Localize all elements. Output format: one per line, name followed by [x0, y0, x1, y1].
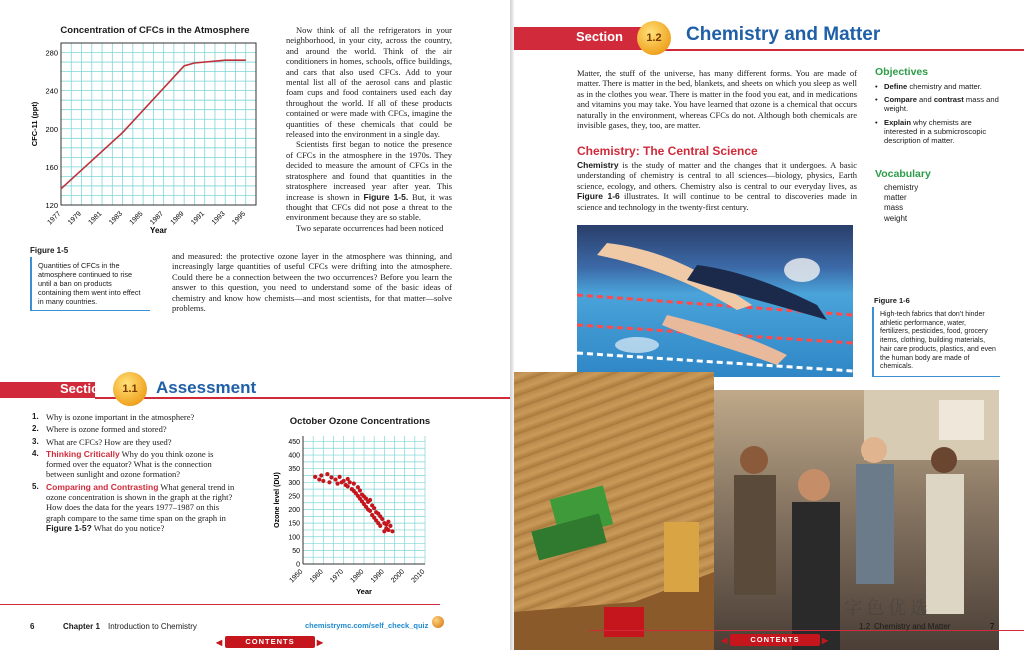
body-paragraph-2-text: Scientists first began to notice the presence of CFCs in the atmosphere in the 1970s. They decided to measure the amount of CFCs in the stratosphere and found that quantities in the stratosphere increased year after year. This increase is shown in	[286, 139, 452, 202]
question-text: Why do you think ozone is formed over the equator? What is the connection between sunlight and ozone formation?	[46, 448, 214, 480]
assessment-section-word: Section	[60, 381, 107, 396]
body-paragraph-1: Now think of all the refrigerators in your neighborhood, in your city, across the country, and around the world. Think of the air conditioners in homes, schools, office buildings, and cars that also used CFCs. Add to your mental list all of the aerosol cans and plastic foam cups and food containers used each day throughout the world. If all of these products contained or were made with CFCs, imagine the quantities of these chemicals that could be released into the environment in a single day.	[286, 25, 452, 140]
x-tick-label: 1979	[66, 210, 83, 227]
x-tick-label: 1989	[169, 210, 186, 227]
central-science-text: is the study of matter and the changes that it undergoes. A basic understanding of chemistry is central to all sciences—biology, physics, Earth science, ecology, and others. Chemistry also is central to our everyday lives, as	[577, 160, 857, 191]
ozone-data-point	[390, 529, 394, 533]
x-tick-label: 1987	[149, 210, 166, 227]
ozone-data-point	[346, 484, 350, 488]
y-tick-label: 50	[292, 547, 300, 555]
figure-1-6-caption: High-tech fabrics that don’t hinder athletic performance, water, fertilizers, pesticides, food, grocery items, clothing, building materials, hair care products, plastics, and even the human body are made of chemicals.	[872, 307, 1000, 377]
ozone-chart-title: October Ozone Concentrations	[289, 416, 431, 427]
grain-trailer	[664, 522, 699, 592]
y-tick-label: 240	[45, 86, 58, 96]
harvester-illustration	[514, 372, 714, 650]
left-page-number: 6	[30, 622, 35, 631]
self-check-quiz-link[interactable]: chemistrymc.com/self_check_quiz	[305, 621, 429, 630]
watermark-text: 字色优选	[844, 598, 932, 619]
y-tick-label: 160	[45, 162, 58, 172]
central-science-paragraph	[577, 160, 857, 212]
y-tick-label: 100	[288, 534, 300, 542]
objective-verb: Compare	[884, 95, 917, 105]
chapter-label: Chapter 1	[63, 622, 100, 631]
objectives-list	[875, 82, 1000, 149]
contents-button-left[interactable]	[216, 636, 324, 648]
question-5	[32, 482, 237, 533]
assessment-title: Assessment	[156, 378, 257, 397]
cfc-chart-title: Concentration of CFCs in the Atmosphere	[60, 25, 250, 36]
objective-text: and	[916, 95, 934, 105]
right-footer-rule	[589, 630, 1024, 631]
y-tick-label: 200	[45, 124, 58, 134]
y-tick-label: 200	[288, 507, 300, 515]
figure-1-5-label: Figure 1-5	[30, 246, 69, 255]
objective-item	[875, 82, 1000, 91]
x-tick-label: 1977	[46, 210, 63, 227]
objective-verb: Explain	[884, 117, 912, 127]
x-tick-label: 1985	[128, 210, 145, 227]
harvester-photo	[514, 372, 714, 650]
y-axis-label: CFC-11 (ppt)	[30, 101, 39, 147]
question-text: What are CFCs? How are they used?	[46, 436, 172, 447]
question-heading: Comparing and Contrasting	[46, 481, 159, 492]
objective-text: why chemists are interested in a submicroscopic description of matter.	[884, 117, 987, 146]
ozone-data-point	[313, 475, 317, 479]
ozone-data-point	[386, 520, 390, 524]
central-science-heading: Chemistry: The Central Science	[577, 144, 758, 158]
x-tick-label: 2000	[390, 568, 407, 585]
contents-label: CONTENTS	[750, 635, 800, 644]
intro-paragraph: Matter, the stuff of the universe, has many different forms. You are made of matter. There is matter in the bed, blankets, and sheets on which you sleep as well as in the clothes you wear. There is matter in the food you eat, and in medications and vitamins you may take. You have learned that ozone is a chemical that occurs naturally in the environment, whereas CFCs do not. Although both chemicals are invisible gases, they, too, are matter.	[577, 68, 857, 131]
swimmers-illustration	[577, 225, 853, 377]
objective-verb: Define	[884, 82, 908, 91]
ozone-data-point	[338, 475, 342, 479]
question-2	[32, 424, 237, 434]
y-tick-label: 120	[45, 201, 58, 210]
x-tick-label: 1980	[349, 568, 366, 585]
assessment-section-number-badge: 1.1	[113, 372, 147, 406]
y-tick-label: 300	[288, 479, 300, 487]
ozone-data-point	[333, 477, 337, 481]
figure-reference: Figure 1-5?	[46, 522, 92, 533]
y-tick-label: 150	[288, 520, 300, 528]
objectives-heading: Objectives	[875, 66, 929, 78]
section-title: Chemistry and Matter	[686, 24, 881, 45]
right-page	[514, 0, 1024, 650]
vocab-word: chemistry	[884, 183, 919, 192]
question-number: 4.	[32, 448, 39, 458]
ozone-data-point	[329, 475, 333, 479]
contents-label: CONTENTS	[245, 637, 295, 646]
question-heading: Thinking Critically	[46, 448, 120, 459]
arrow-left-icon: ◀	[216, 638, 224, 647]
objective-verb: contrast	[933, 95, 964, 105]
question-1	[32, 412, 237, 422]
x-tick-label: 1960	[308, 568, 325, 585]
ozone-data-point	[348, 480, 352, 484]
central-science-text-end: illustrates. It will continue to be central to discoveries made in science and technology in the twenty-first century.	[577, 191, 857, 212]
x-tick-label: 1993	[210, 210, 227, 227]
y-tick-label: 350	[288, 466, 300, 474]
question-4	[32, 449, 237, 480]
figure-1-6-reference: Figure 1-6	[577, 191, 620, 202]
figure-1-5-reference: Figure 1-5.	[363, 191, 409, 202]
vocabulary-list	[884, 183, 918, 224]
footer-section-title: Chemistry and Matter	[874, 622, 951, 631]
ozone-data-point	[378, 524, 382, 528]
question-text-end: What do you notice?	[91, 522, 165, 533]
x-tick-label: 1991	[190, 210, 207, 227]
splash	[615, 337, 659, 353]
ozone-data-point	[380, 517, 384, 521]
ozone-data-point	[327, 480, 331, 484]
left-footer-rule	[0, 604, 440, 605]
assessment-questions	[32, 412, 237, 535]
vocab-word: mass	[884, 203, 904, 213]
vocabulary-heading: Vocabulary	[875, 168, 931, 180]
y-tick-label: 400	[288, 452, 300, 460]
vocab-word: matter	[884, 193, 907, 203]
ozone-data-point	[352, 482, 356, 486]
question-3	[32, 437, 237, 447]
x-tick-label: 1950	[288, 568, 305, 585]
body-paragraph-3-start: Two separate occurrences had been noticed	[296, 222, 444, 233]
globe-icon	[432, 616, 444, 628]
body-text-column	[286, 25, 452, 233]
contents-button-right[interactable]	[721, 634, 829, 646]
y-tick-label: 280	[45, 48, 58, 58]
section-word: Section	[576, 29, 623, 44]
ozone-data-point	[321, 479, 325, 483]
body-paragraph-2	[286, 139, 452, 222]
x-tick-label: 1995	[231, 210, 248, 227]
question-text: Where is ozone formed and stored?	[46, 424, 167, 435]
objective-text: mass and weight.	[884, 95, 999, 114]
objective-item	[875, 95, 1000, 113]
question-number: 2.	[32, 424, 39, 434]
chapter-title: Introduction to Chemistry	[108, 622, 197, 631]
footer-section-ref: 1.2	[859, 622, 871, 631]
question-text: Why is ozone important in the atmosphere?	[46, 412, 195, 422]
ozone-data-point	[358, 488, 362, 492]
arrow-right-icon: ▶	[316, 638, 324, 647]
ozone-data-point	[319, 473, 323, 477]
left-page	[0, 0, 510, 650]
splash	[784, 258, 820, 282]
section-number-badge: 1.2	[637, 21, 671, 55]
arrow-left-icon: ◀	[721, 636, 729, 645]
y-tick-label: 250	[288, 493, 300, 501]
swimmers-photo	[577, 225, 853, 377]
question-number: 5.	[32, 481, 39, 491]
arrow-right-icon: ▶	[821, 636, 829, 645]
objective-text: chemistry and matter.	[907, 82, 982, 91]
right-page-number: 7	[990, 622, 995, 631]
question-text: What general trend in ozone concentration is shown in the graph at the right? How does the data for the years 1977–1987 on this graph compare to the same time span on the graph in	[46, 481, 235, 523]
section-1-2-rule	[644, 49, 1024, 51]
x-axis-label: Year	[150, 226, 167, 235]
x-tick-label: 1983	[108, 210, 124, 227]
x-tick-label: 1970	[329, 568, 346, 585]
ozone-data-point	[325, 472, 329, 476]
ozone-data-point	[388, 524, 392, 528]
figure-1-6-label: Figure 1-6	[874, 296, 910, 305]
question-number: 3.	[32, 436, 39, 446]
y-tick-label: 0	[296, 561, 300, 569]
student	[734, 446, 776, 595]
student	[792, 469, 840, 650]
swimmer-body	[662, 315, 787, 365]
vocab-word: weight	[884, 213, 908, 223]
plot-frame	[61, 43, 256, 205]
x-tick-label: 2010	[410, 568, 427, 585]
x-tick-label: 1990	[369, 568, 386, 585]
ozone-data-point	[342, 479, 346, 483]
y-axis-label: Ozone level (DU)	[274, 472, 281, 528]
x-tick-label: 1981	[87, 210, 104, 227]
ozone-data-point	[386, 528, 390, 532]
figure-1-5-caption: Quantities of CFCs in the atmosphere continued to rise until a ban on products containing them went into effect in many countries.	[30, 257, 150, 311]
question-number: 1.	[32, 412, 39, 421]
student	[926, 447, 964, 614]
tractor	[604, 607, 644, 637]
ozone-data-point	[335, 482, 339, 486]
ozone-data-point	[317, 477, 321, 481]
cfc-chart	[28, 38, 273, 248]
body-paragraph-2-text-end: But, it was thought that CFCs did not pose a threat to the environment because they are so stable.	[286, 191, 452, 223]
y-tick-label: 450	[288, 438, 300, 446]
ozone-data-point	[368, 498, 372, 502]
ozone-chart	[270, 428, 440, 608]
objective-item	[875, 118, 1000, 146]
x-axis-label: Year	[356, 587, 372, 596]
ozone-data-point	[368, 509, 372, 513]
chemistry-term: Chemistry	[577, 160, 619, 170]
hallway-window	[939, 400, 984, 440]
body-paragraph-3-continued: and measured: the protective ozone layer in the atmosphere was thinning, and increasingly large quantities of useful CFCs were drifting into the atmosphere. Could there be a connection between the two occurrences? Before you learn the answer to this question, you need to understand some of the basic ideas of chemistry and know how chemists—and most scientists, for that matter—solve problems.	[172, 251, 452, 314]
ozone-data-point	[372, 506, 376, 510]
